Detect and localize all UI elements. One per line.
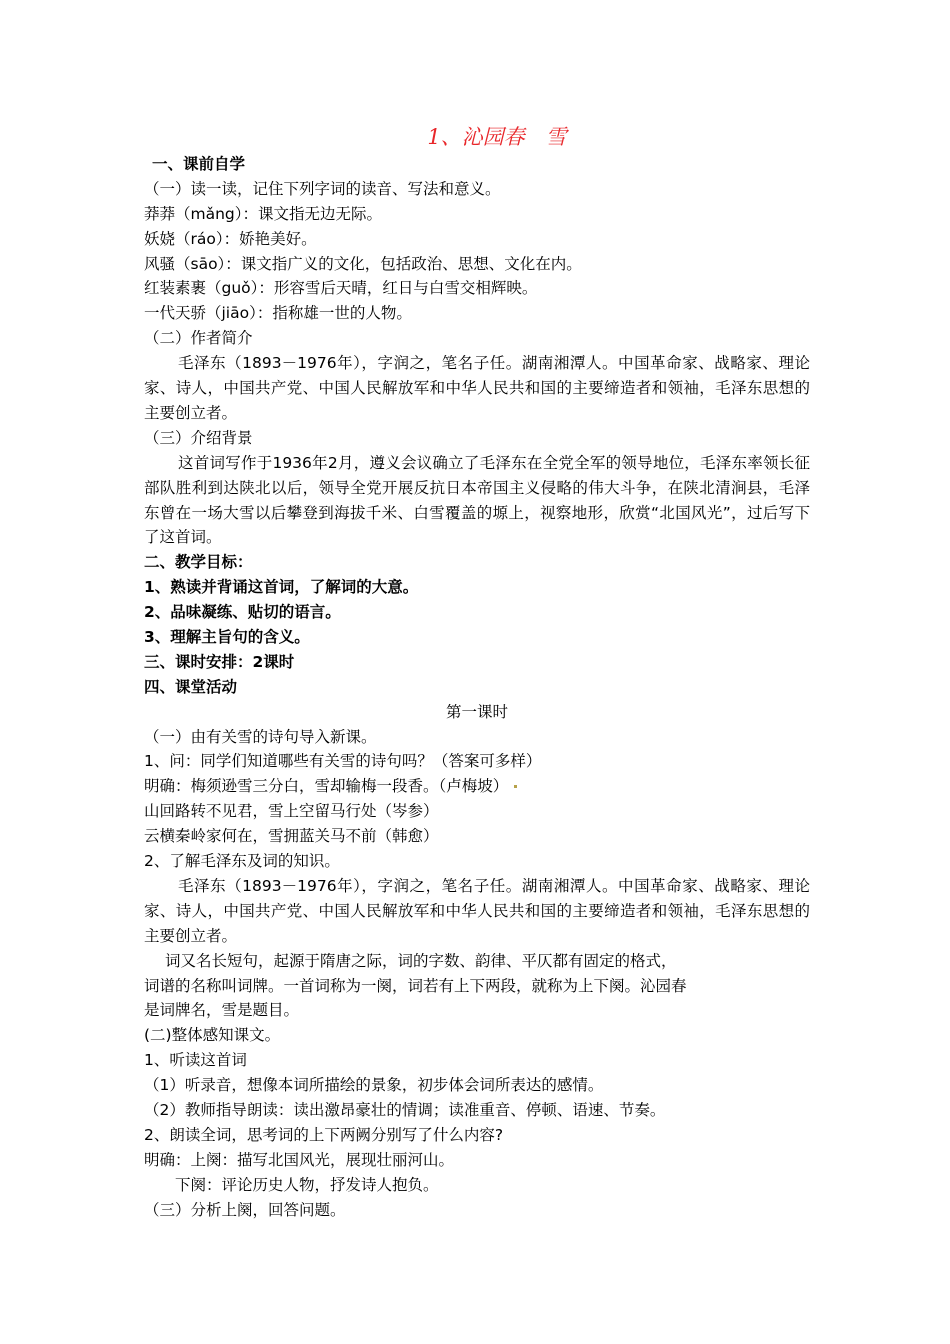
page-title: 1、沁园春 雪: [427, 125, 567, 149]
word-item: 一代天骄（jiāo）：指称雄一世的人物。: [144, 304, 412, 323]
section-heading-2: 二、教学目标：: [144, 553, 253, 572]
activity-3: （三）分析上阕，回答问题。: [144, 1200, 346, 1219]
question-1: 1、问：同学们知道哪些有关雪的诗句吗？（答案可多样）: [144, 752, 542, 771]
ci-line: 词又名长短句，起源于隋唐之际，词的字数、韵律、平仄都有固定的格式，: [165, 951, 677, 970]
activity-1: （一）由有关雪的诗句导入新课。: [144, 727, 377, 746]
ink-dot: [514, 785, 517, 788]
author-paragraph: 毛泽东（1893－1976年），字润之，笔名子任。湖南湘潭人。中国革命家、战略家、理论家、诗人，中国共产党、中国人民解放军和中华人民共和国的主要缔造者和领袖，毛泽东思想的主要创立者。: [144, 354, 810, 422]
document-page: [144, 122, 810, 1222]
author-paragraph-2: 毛泽东（1893－1976年），字润之，笔名子任。湖南湘潭人。中国革命家、战略家、理论家、诗人，中国共产党、中国人民解放军和中华人民共和国的主要缔造者和领袖，毛泽东思想的主要创立者。: [144, 876, 810, 945]
answer-line: 山回路转不见君，雪上空留马行处（岑参）: [144, 802, 439, 821]
question-2: 2、了解毛泽东及词的知识。: [144, 852, 340, 871]
answer-line: 云横秦岭家何在，雪拥蓝关马不前（韩愈）: [144, 827, 439, 846]
word-item: 妖娆（ráo）：娇艳美好。: [144, 229, 317, 248]
answer-line: [144, 774, 810, 799]
section-heading-3: 三、课时安排：2课时: [144, 652, 295, 671]
step-2: 2、朗读全词，思考词的上下两阙分别写了什么内容?: [144, 1125, 504, 1144]
step-1: 1、听读这首词: [144, 1051, 247, 1070]
activity-2: (二)整体感知课文。: [144, 1026, 281, 1045]
section-heading-1: 一、课前自学: [152, 155, 246, 173]
step-1b: （2）教师指导朗读：读出激昂豪壮的情调；读准重音、停顿、语速、节奏。: [144, 1101, 666, 1119]
subsection-1: （一）读一读，记住下列字词的读音、写法和意义。: [144, 179, 501, 198]
ci-line: 词谱的名称叫词牌。一首词称为一阕，词若有上下两段，就称为上下阕。沁园春: [144, 976, 687, 995]
step-2b: 下阕：评论历史人物，抒发诗人抱负。: [175, 1175, 439, 1194]
subsection-3: （三）介绍背景: [144, 428, 253, 447]
word-item: 风骚（sāo）：课文指广义的文化，包括政治、思想、文化在内。: [144, 254, 582, 273]
goal-item: 3、理解主旨句的含义。: [144, 628, 310, 647]
word-item: 红装素裹（guǒ）：形容雪后天晴，红日与白雪交相辉映。: [144, 279, 538, 298]
background-paragraph: 这首词写作于1936年2月，遵义会议确立了毛泽东在全党全军的领导地位，毛泽东率领长征部队胜利到达陕北以后，领导全党开展反抗日本帝国主义侵略的伟大斗争，在陕北清涧县，毛泽东曾在一场大雪以后攀登到海拔千米、白雪覆盖的塬上，视察地形，欣赏“北国风光”，过后写下了这首词。: [144, 453, 810, 547]
subsection-2: （二）作者简介: [144, 329, 253, 348]
lesson-label: 第一课时: [445, 702, 508, 721]
section-heading-4: 四、课堂活动: [144, 677, 238, 696]
step-1a: （1）听录音，想像本词所描绘的景象，初步体会词所表达的感情。: [144, 1076, 604, 1095]
answer-text: 明确：梅须逊雪三分白，雪却输梅一段香。（卢梅坡）: [144, 777, 509, 796]
goal-item: 1、熟读并背诵这首词，了解词的大意。: [144, 578, 419, 597]
step-2a: 明确：上阕：描写北国风光，展现壮丽河山。: [144, 1150, 455, 1169]
ci-line: 是词牌名，雪是题目。: [144, 1001, 300, 1020]
goal-item: 2、品味凝练、贴切的语言。: [144, 603, 341, 622]
word-item: 莽莽（mǎng）：课文指无边无际。: [144, 204, 383, 223]
